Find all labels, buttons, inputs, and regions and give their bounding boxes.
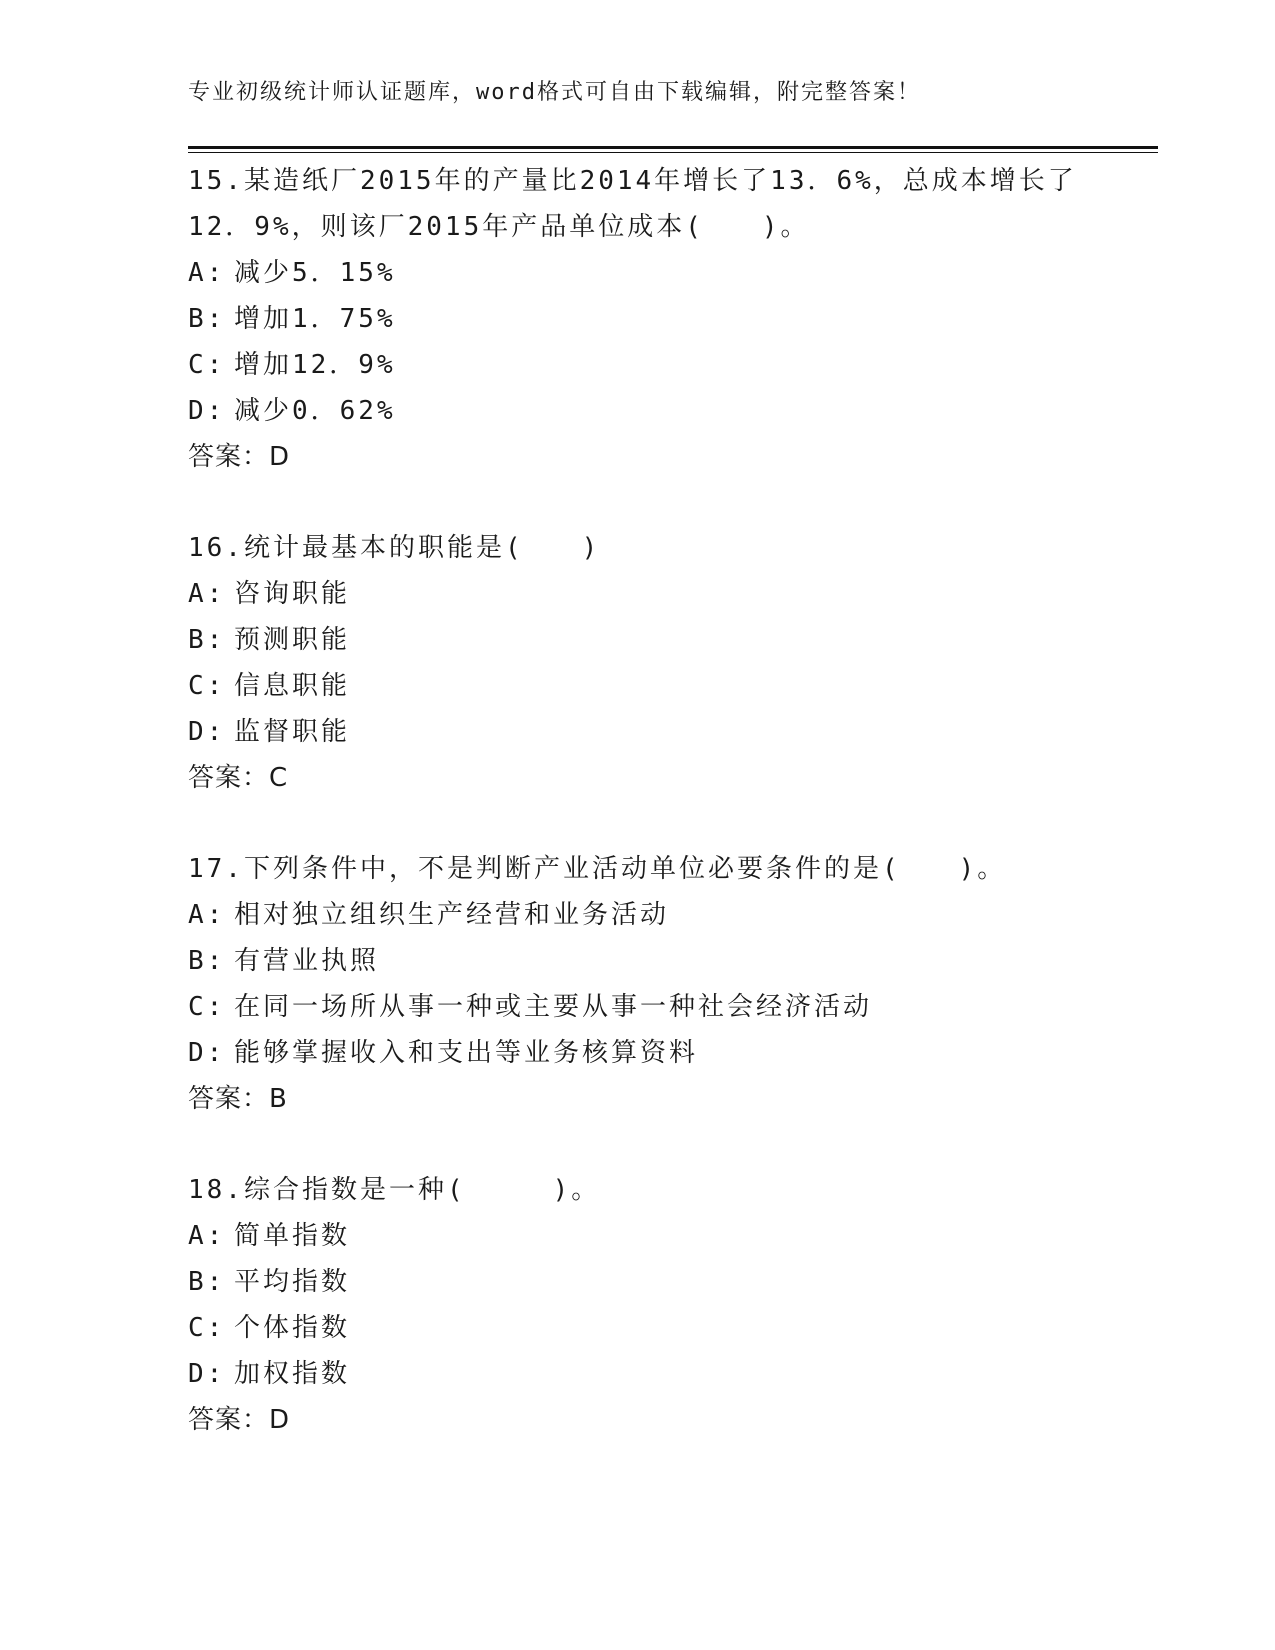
option-letter: D: (188, 1038, 226, 1068)
option-letter: A: (188, 1221, 226, 1251)
option-letter: C: (188, 671, 226, 701)
question-stem: 16.统计最基本的职能是( ) (188, 533, 601, 563)
answer-line: 答案：D (188, 1405, 291, 1435)
option-b (188, 296, 1148, 342)
option-d (188, 1030, 1148, 1076)
question-stem: 17.下列条件中，不是判断产业活动单位必要条件的是( )。 (188, 854, 1007, 884)
option-text: 平均指数 (234, 1267, 351, 1297)
option-text: 减少5．15% (234, 258, 396, 288)
question-17 (188, 846, 1148, 1122)
question-18 (188, 1167, 1148, 1443)
option-letter: B: (188, 625, 226, 655)
option-text: 能够掌握收入和支出等业务核算资料 (234, 1038, 699, 1068)
option-text: 在同一场所从事一种或主要从事一种社会经济活动 (234, 992, 873, 1022)
option-d (188, 388, 1148, 434)
header-rule-thick (188, 146, 1158, 149)
option-letter: C: (188, 350, 226, 380)
option-text: 咨询职能 (234, 579, 351, 609)
option-letter: B: (188, 304, 226, 334)
option-b (188, 938, 1148, 984)
option-text: 信息职能 (234, 671, 351, 701)
answer-line: 答案：B (188, 1084, 288, 1114)
question-stem: 15.某造纸厂2015年的产量比2014年增长了13．6%，总成本增长了 (188, 166, 1077, 196)
option-a (188, 892, 1148, 938)
option-a (188, 1213, 1148, 1259)
question-list (188, 158, 1148, 1488)
option-letter: A: (188, 258, 226, 288)
header-rule-thin (188, 152, 1158, 153)
option-letter: B: (188, 946, 226, 976)
option-letter: D: (188, 717, 226, 747)
question-stem: 18.综合指数是一种( )。 (188, 1175, 601, 1205)
option-text: 增加1．75% (234, 304, 396, 334)
option-a (188, 571, 1148, 617)
option-text: 简单指数 (234, 1221, 351, 1251)
answer-line: 答案：C (188, 763, 289, 793)
option-c (188, 663, 1148, 709)
option-b (188, 617, 1148, 663)
option-text: 加权指数 (234, 1359, 351, 1389)
option-text: 有营业执照 (234, 946, 380, 976)
answer-line: 答案：D (188, 442, 291, 472)
option-d (188, 1351, 1148, 1397)
option-b (188, 1259, 1148, 1305)
option-text: 增加12．9% (234, 350, 396, 380)
option-text: 个体指数 (234, 1313, 351, 1343)
question-stem: 12．9%，则该厂2015年产品单位成本( )。 (188, 212, 810, 242)
option-letter: D: (188, 396, 226, 426)
option-c (188, 1305, 1148, 1351)
option-d (188, 709, 1148, 755)
option-letter: C: (188, 1313, 226, 1343)
option-letter: B: (188, 1267, 226, 1297)
option-letter: D: (188, 1359, 226, 1389)
option-c (188, 984, 1148, 1030)
option-text: 监督职能 (234, 717, 351, 747)
question-16 (188, 525, 1148, 801)
option-a (188, 250, 1148, 296)
question-15 (188, 158, 1148, 480)
option-letter: A: (188, 579, 226, 609)
option-text: 预测职能 (234, 625, 351, 655)
option-letter: C: (188, 992, 226, 1022)
option-text: 减少0．62% (234, 396, 396, 426)
option-text: 相对独立组织生产经营和业务活动 (234, 900, 670, 930)
option-letter: A: (188, 900, 226, 930)
option-c (188, 342, 1148, 388)
page-header: 专业初级统计师认证题库，word格式可自由下载编辑，附完整答案！ (188, 80, 921, 105)
